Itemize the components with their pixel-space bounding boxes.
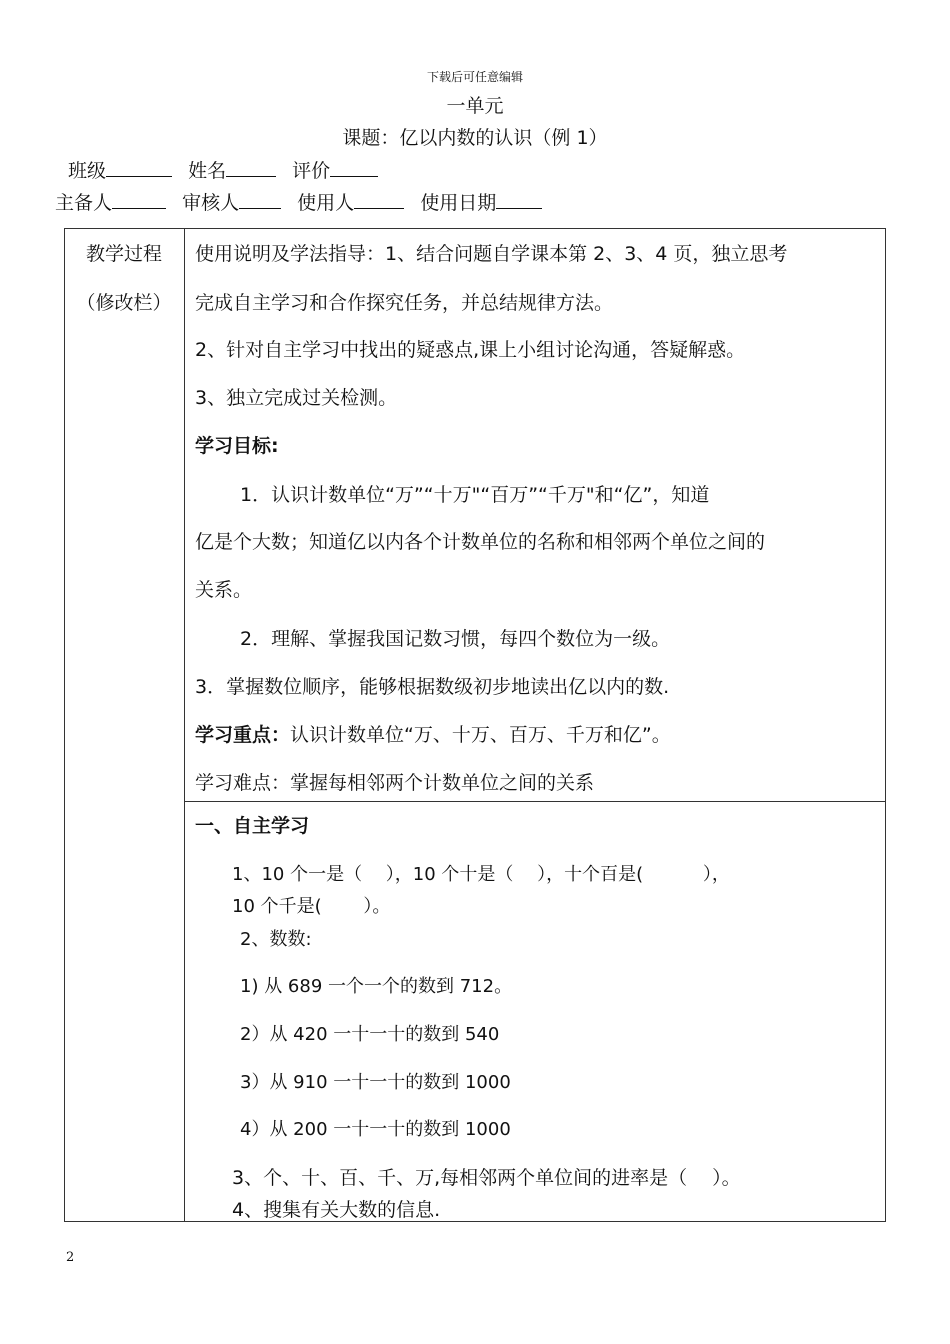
goal-1a: 1．认识计数单位“万”“十万"“百万”“千万"和“亿”，知道 bbox=[240, 484, 710, 506]
guide-line-3: 2、针对自主学习中找出的疑惑点,课上小组讨论沟通，答疑解惑。 bbox=[195, 339, 746, 361]
guide-line-1: 使用说明及学法指导：1、结合问题自学课本第 2、3、4 页，独立思考 bbox=[195, 243, 788, 265]
user-label: 使用人 bbox=[297, 192, 355, 214]
header-note: 下载后可任意编辑 bbox=[426, 70, 523, 84]
table-row-divider bbox=[184, 801, 885, 802]
goals-title: 学习目标: bbox=[195, 435, 279, 457]
goal-3: 3．掌握数位顺序，能够根据数级初步地读出亿以内的数. bbox=[195, 676, 670, 698]
reviewer-label: 审核人 bbox=[182, 192, 240, 214]
goal-2: 2．理解、掌握我国记数习惯，每四个数位为一级。 bbox=[240, 628, 671, 650]
lesson-title: 课题：亿以内数的认识（例 1） bbox=[342, 127, 608, 149]
question-2-1: 1) 从 689 一个一个的数到 712。 bbox=[240, 976, 513, 997]
goal-1c: 关系。 bbox=[195, 579, 253, 601]
preparer-label: 主备人 bbox=[55, 192, 113, 214]
class-label: 班级 bbox=[68, 160, 107, 182]
key-point-text: 认识计数单位“万、十万、百万、千万和亿”。 bbox=[290, 724, 671, 746]
info-row-class bbox=[68, 156, 388, 183]
preparer-blank[interactable] bbox=[112, 190, 166, 209]
question-4: 4、搜集有关大数的信息. bbox=[232, 1199, 441, 1221]
question-1a: 1、10 个一是（ ），10 个十是（ ），十个百是( ）， bbox=[232, 864, 730, 885]
user-blank[interactable] bbox=[354, 190, 404, 209]
question-1b: 10 个千是( ）。 bbox=[232, 896, 391, 917]
eval-label: 评价 bbox=[292, 160, 331, 182]
name-label: 姓名 bbox=[188, 160, 227, 182]
name-blank[interactable] bbox=[226, 158, 276, 177]
unit-title: 一单元 bbox=[446, 95, 504, 117]
reviewer-blank[interactable] bbox=[239, 190, 281, 209]
difficulty: 学习难点：掌握每相邻两个计数单位之间的关系 bbox=[195, 772, 595, 794]
date-label: 使用日期 bbox=[420, 192, 497, 214]
question-2-3: 3）从 910 一十一十的数到 1000 bbox=[240, 1072, 511, 1093]
guide-line-4: 3、独立完成过关检测。 bbox=[195, 387, 398, 409]
goal-1b: 亿是个大数；知道亿以内各个计数单位的名称和相邻两个单位之间的 bbox=[195, 531, 766, 553]
key-point-label: 学习重点： bbox=[195, 724, 291, 746]
self-study-title: 一、自主学习 bbox=[195, 815, 310, 837]
eval-blank[interactable] bbox=[330, 158, 378, 177]
key-point bbox=[195, 720, 671, 747]
page-number: 2 bbox=[66, 1250, 75, 1265]
table-column-divider bbox=[184, 228, 185, 1221]
left-column-title: 教学过程 bbox=[85, 243, 162, 265]
question-2-4: 4）从 200 一十一十的数到 1000 bbox=[240, 1119, 511, 1140]
question-3: 3、个、十、百、千、万,每相邻两个单位间的进率是（ ）。 bbox=[232, 1167, 741, 1189]
date-blank[interactable] bbox=[496, 190, 542, 209]
question-2: 2、数数: bbox=[240, 929, 312, 950]
class-blank[interactable] bbox=[106, 158, 172, 177]
left-column-subtitle: （修改栏） bbox=[76, 292, 172, 314]
info-row-staff bbox=[55, 188, 552, 215]
guide-line-2: 完成自主学习和合作探究任务，并总结规律方法。 bbox=[195, 292, 614, 314]
question-2-2: 2）从 420 一十一十的数到 540 bbox=[240, 1024, 500, 1045]
